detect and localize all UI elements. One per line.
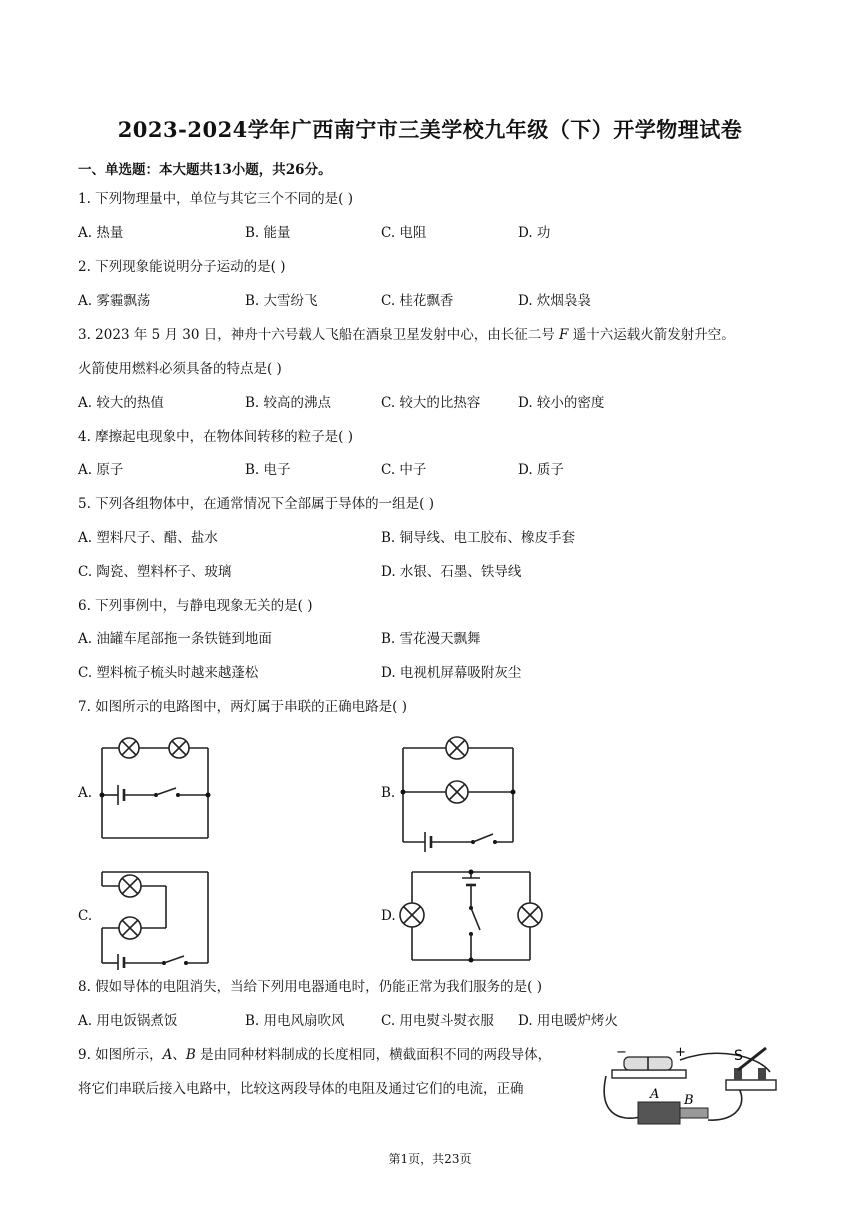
battery-plus-label: + — [675, 1045, 686, 1060]
question-2-option-a: A. 雾霾飘荡 — [78, 293, 151, 309]
question-5-option-d: D. 水银、石墨、铁导线 — [381, 564, 522, 580]
question-3-option-c: C. 较大的比热容 — [381, 395, 481, 411]
question-3-stem: 3. 2023 年 5 月 30 日，神舟十六号载人飞船在酒泉卫星发射中心，由长征二号 𝐹 遥十六运载火箭发射升空。 — [78, 327, 735, 343]
circuit-diagram-d — [396, 860, 546, 968]
question-8-option-d: D. 用电暖炉烤火 — [518, 1013, 618, 1029]
question-1-stem: 1. 下列物理量中，单位与其它三个不同的是( ) — [78, 191, 353, 207]
question-4-option-c: C. 中子 — [381, 462, 427, 478]
question-5-stem: 5. 下列各组物体中，在通常情况下全部属于导体的一组是( ) — [78, 496, 434, 512]
question-7-option-d: D. — [381, 908, 396, 924]
question-3-option-b: B. 较高的沸点 — [245, 395, 332, 411]
question-6-option-c: C. 塑料梳子梳头时越来越蓬松 — [78, 665, 259, 681]
question-1-option-d: D. 功 — [518, 225, 551, 241]
question-2-option-d: D. 炊烟袅袅 — [518, 293, 591, 309]
question-2-option-b: B. 大雪纷飞 — [245, 293, 318, 309]
question-1-option-b: B. 能量 — [245, 225, 291, 241]
question-2-stem: 2. 下列现象能说明分子运动的是( ) — [78, 259, 286, 275]
page-title: 2023-2024学年广西南宁市三美学校九年级（下）开学物理试卷 — [117, 117, 743, 142]
question-1-option-a: A. 热量 — [78, 225, 124, 241]
question-7-option-a: A. — [78, 785, 93, 801]
conductor-b-label: B — [684, 1093, 694, 1108]
question-4-option-d: D. 质子 — [518, 462, 564, 478]
question-8-option-b: B. 用电风扇吹风 — [245, 1013, 345, 1029]
circuit-diagram-b — [397, 730, 519, 852]
question-7-option-c: C. — [78, 908, 93, 924]
circuit-diagram-c — [96, 866, 216, 970]
question-5-option-c: C. 陶瓷、塑料杯子、玻璃 — [78, 564, 232, 580]
question-2-option-c: C. 桂花飘香 — [381, 293, 454, 309]
question-4-option-b: B. 电子 — [245, 462, 291, 478]
page-footer: 第1页，共23页 — [388, 1152, 472, 1166]
question-6-option-d: D. 电视机屏幕吸附灰尘 — [381, 665, 522, 681]
question-7-stem: 7. 如图所示的电路图中，两灯属于串联的正确电路是( ) — [78, 699, 407, 715]
question-5-option-a: A. 塑料尺子、醋、盐水 — [78, 530, 218, 546]
question-8-stem: 8. 假如导体的电阻消失，当给下列用电器通电时，仍能正常为我们服务的是( ) — [78, 979, 542, 995]
question-3-option-a: A. 较大的热值 — [78, 395, 164, 411]
question-4-stem: 4. 摩擦起电现象中，在物体间转移的粒子是( ) — [78, 429, 353, 445]
question-8-option-a: A. 用电饭锅煮饭 — [78, 1013, 178, 1029]
question-6-stem: 6. 下列事例中，与静电现象无关的是( ) — [78, 598, 313, 614]
conductor-a-label: A — [650, 1087, 660, 1102]
question-3-stem-continued: 火箭使用燃料必须具备的特点是( ) — [78, 361, 282, 377]
question-9-figure — [598, 1042, 784, 1130]
circuit-diagram-a — [96, 730, 216, 845]
question-5-option-b: B. 铜导线、电工胶布、橡皮手套 — [381, 530, 576, 546]
question-7-option-b: B. — [381, 785, 396, 801]
section-heading: 一、单选题：本大题共13小题，共26分。 — [78, 162, 332, 178]
question-9-stem-continued: 将它们串联后接入电路中，比较这两段导体的电阻及通过它们的电流，正确 — [78, 1081, 524, 1097]
question-1-option-c: C. 电阻 — [381, 225, 427, 241]
battery-minus-label: − — [616, 1045, 627, 1060]
question-3-option-d: D. 较小的密度 — [518, 395, 605, 411]
question-9-stem: 9. 如图所示，𝐴、𝐵 是由同种材料制成的长度相同，横截面积不同的两段导体， — [78, 1047, 552, 1063]
question-6-option-a: A. 油罐车尾部拖一条铁链到地面 — [78, 631, 272, 647]
question-4-option-a: A. 原子 — [78, 462, 124, 478]
switch-label: S — [734, 1048, 743, 1064]
question-8-option-c: C. 用电熨斗熨衣服 — [381, 1013, 494, 1029]
question-6-option-b: B. 雪花漫天飘舞 — [381, 631, 481, 647]
